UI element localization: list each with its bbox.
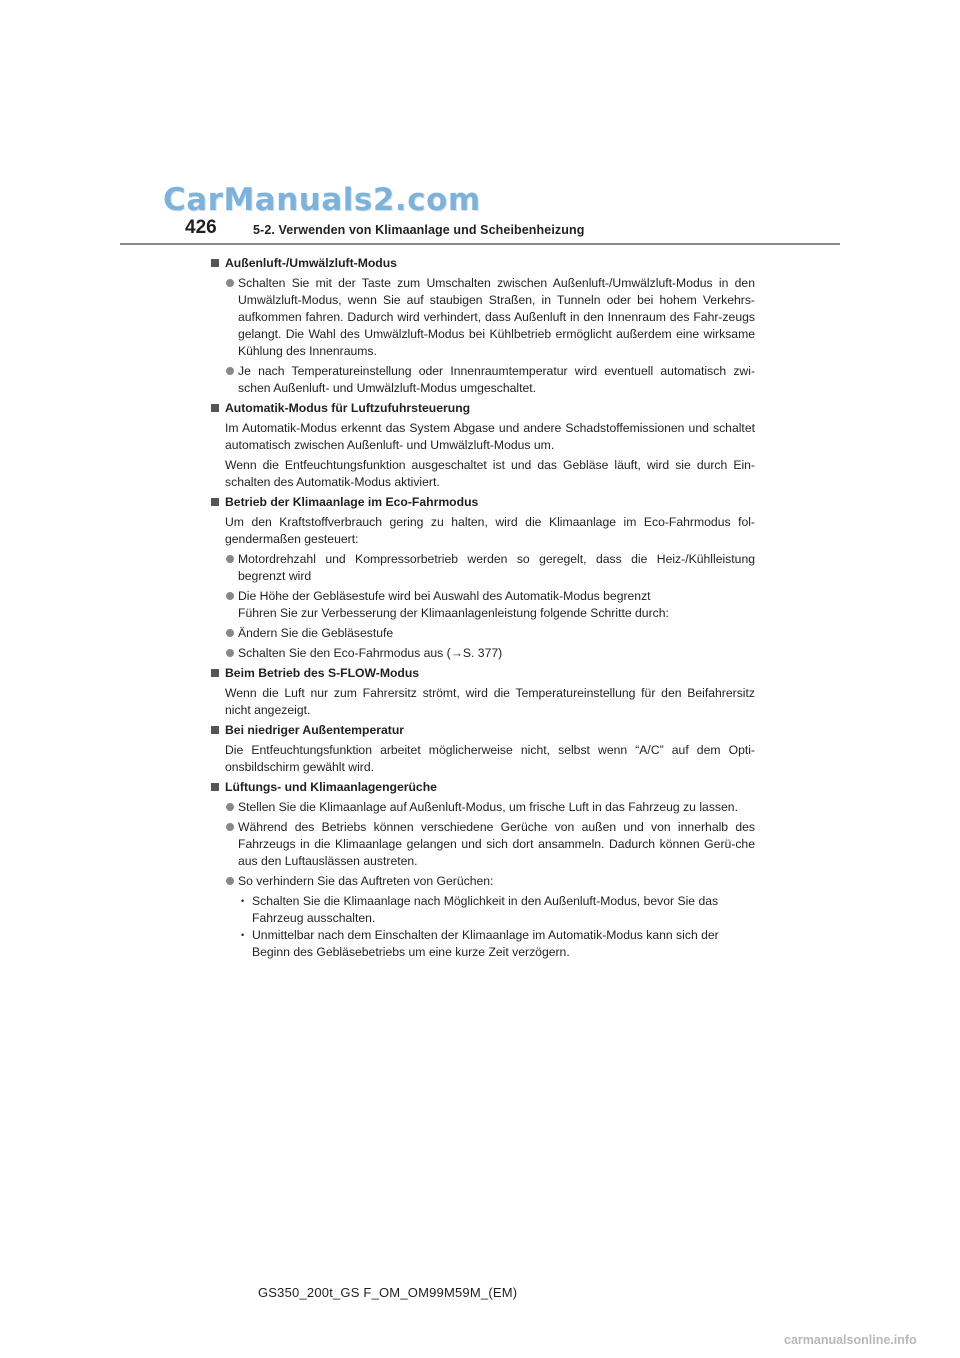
paragraph: Um den Kraftstoffverbrauch gering zu halten, wird die Klimaanlage im Eco-Fahrmodus fol-gendermaßen gesteuert:	[225, 515, 755, 546]
bullet-item: Schalten Sie den Eco-Fahrmodus aus (→S. 377)	[210, 645, 755, 662]
section-title: 5-2. Verwenden von Klimaanlage und Scheibenheizung	[253, 223, 585, 237]
bullet-text: Die Höhe der Gebläsestufe wird bei Auswahl des Automatik-Modus begrenzt	[238, 589, 651, 603]
section-heading: Außenluft-/Umwälzluft-Modus	[210, 255, 755, 272]
section-heading: Bei niedriger Außentemperatur	[210, 722, 755, 739]
bullet-item: Ändern Sie die Gebläsestufe	[210, 625, 755, 642]
paragraph: Wenn die Entfeuchtungsfunktion ausgeschaltet ist und das Gebläse läuft, wird sie durch Ein-schalten des Automatik-Modus aktiviert.	[225, 458, 755, 489]
paragraph: Wenn die Luft nur zum Fahrersitz strömt, wird die Temperatureinstellung für den Beifahrersitz nicht angezeigt.	[225, 686, 755, 717]
sub-item: • Schalten Sie die Klimaanlage nach Möglichkeit in den Außenluft-Modus, bevor Sie das Fahrzeug ausschalten.	[210, 893, 755, 927]
bullet-item	[210, 588, 755, 622]
watermark-logo-top: CarManuals2.com	[163, 182, 481, 218]
section-heading: Lüftungs- und Klimaanlagengerüche	[210, 779, 755, 796]
bullet-item: Schalten Sie mit der Taste zum Umschalten zwischen Außenluft-/Umwälzluft-Modus in den Umwälzluft-Modus, wenn Sie auf staubigen Straßen, in Tunneln oder bei hohem Verkehrs-aufkommen fahren. Dadurch wird verhindert, dass Außenluft in den Innenraum des Fahr-zeugs gelangt. Die Wahl des Umwälzluft-Modus bei Kühlbetrieb ermöglicht außerdem eine wirksame Kühlung des Innenraums.	[210, 275, 755, 360]
section-heading: Automatik-Modus für Luftzufuhrsteuerung	[210, 400, 755, 417]
bullet-item: Motordrehzahl und Kompressorbetrieb werden so geregelt, dass die Heiz-/Kühlleistung begrenzt wird	[210, 551, 755, 585]
bullet-item: Je nach Temperatureinstellung oder Innenraumtemperatur wird eventuell automatisch zwi-schen Außenluft- und Umwälzluft-Modus umgeschaltet.	[210, 363, 755, 397]
section-heading: Beim Betrieb des S-FLOW-Modus	[210, 665, 755, 682]
bullet-item: Während des Betriebs können verschiedene Gerüche von außen und von innerhalb des Fahrzeugs in die Klimaanlage gelangen und sich dort ansammeln. Dadurch können Gerü-che aus den Luftauslässen austreten.	[210, 819, 755, 870]
section-heading: Betrieb der Klimaanlage im Eco-Fahrmodus	[210, 494, 755, 511]
bullet-item: Stellen Sie die Klimaanlage auf Außenluft-Modus, um frische Luft in das Fahrzeug zu lassen.	[210, 799, 755, 816]
header-divider	[120, 243, 840, 245]
sub-item: • Unmittelbar nach dem Einschalten der Klimaanlage im Automatik-Modus kann sich der Beginn des Gebläsebetriebs um eine kurze Zeit verzögern.	[210, 927, 755, 961]
page-number: 426	[185, 217, 217, 238]
page-content	[210, 255, 755, 961]
bullet-item: So verhindern Sie das Auftreten von Gerüchen:	[210, 873, 755, 890]
paragraph: Die Entfeuchtungsfunktion arbeitet möglicherweise nicht, selbst wenn “A/C” auf dem Opti-onsbildschirm gewählt wird.	[225, 743, 755, 774]
bullet-followup: Führen Sie zur Verbesserung der Klimaanlagenleistung folgende Schritte durch:	[238, 606, 669, 620]
watermark-bottom: carmanualsonline.info	[784, 1333, 917, 1347]
document-code: GS350_200t_GS F_OM_OM99M59M_(EM)	[258, 1285, 518, 1300]
paragraph: Im Automatik-Modus erkennt das System Abgase und andere Schadstoffemissionen und schaltet automatisch zwischen Außenluft- und Umwälzluft-Modus um.	[225, 421, 755, 452]
